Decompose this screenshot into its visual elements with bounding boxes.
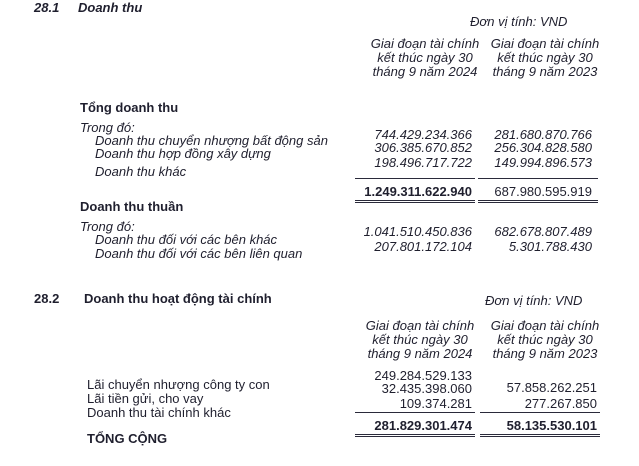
row-value-2024: 744.429.234.366	[374, 127, 472, 142]
column-header-2023-line1: Giai đoạn tài chính	[490, 36, 600, 51]
grand-total-double-rule-2023	[480, 434, 600, 437]
total-value-2024: 1.249.311.622.940	[364, 184, 472, 199]
subtotal-rule-2023	[480, 412, 600, 413]
column-header-2024-line3: tháng 9 năm 2024	[367, 346, 473, 361]
section-number: 28.1	[34, 0, 60, 15]
row-label: Doanh thu hợp đồng xây dựng	[95, 146, 271, 161]
grand-total-value-2023: 58.135.530.101	[506, 418, 597, 433]
row-value-2023: 57.858.262.251	[506, 380, 597, 395]
row-value-2024: 207.801.172.104	[374, 239, 472, 254]
net-in-which-label: Trong đó:	[80, 219, 135, 234]
row-value-2023: 682.678.807.489	[494, 224, 592, 239]
column-header-2024-line1: Giai đoạn tài chính	[365, 318, 475, 333]
row-label: Doanh thu khác	[95, 164, 187, 179]
unit-label: Đơn vị tính: VND	[470, 14, 568, 29]
row-value-2024: 198.496.717.722	[374, 155, 472, 170]
section-title: Doanh thu	[78, 0, 143, 15]
row-value-2024: 109.374.281	[399, 396, 472, 411]
column-header-2024-line1: Giai đoạn tài chính	[370, 36, 480, 51]
column-header-2023-line2: kết thúc ngày 30	[497, 50, 593, 65]
row-value-2023: 256.304.828.580	[494, 140, 592, 155]
column-header-2024-line2: kết thúc ngày 30	[377, 50, 473, 65]
grand-total-double-rule-2024	[355, 434, 475, 437]
total-revenue-heading: Tổng doanh thu	[80, 100, 179, 115]
total-value-2023: 687.980.595.919	[494, 184, 592, 199]
column-header-2023-line2: kết thúc ngày 30	[497, 332, 593, 347]
row-label: Doanh thu đối với các bên liên quan	[95, 246, 303, 261]
subtotal-rule-2024	[355, 178, 475, 179]
row-label: Lãi chuyển nhượng công ty con	[87, 377, 270, 392]
section-title: Doanh thu hoạt động tài chính	[84, 291, 272, 306]
row-label: Doanh thu tài chính khác	[87, 405, 231, 420]
row-label: Lãi tiền gửi, cho vay	[87, 391, 204, 406]
column-header-2023-line1: Giai đoạn tài chính	[490, 318, 600, 333]
column-header-2023-line3: tháng 9 năm 2023	[492, 64, 598, 79]
grand-total-label: TỔNG CỘNG	[87, 431, 168, 446]
unit-label: Đơn vị tính: VND	[485, 293, 583, 308]
row-label: Doanh thu đối với các bên khác	[95, 232, 278, 247]
row-value-2023: 281.680.870.766	[494, 127, 592, 142]
row-value-2024: 32.435.398.060	[381, 381, 472, 396]
grand-total-value-2024: 281.829.301.474	[374, 418, 472, 433]
subtotal-rule-2023	[478, 178, 598, 179]
row-value-2023: 5.301.788.430	[508, 239, 592, 254]
section-number: 28.2	[34, 291, 60, 306]
total-double-rule-2024	[355, 200, 475, 203]
column-header-2023-line3: tháng 9 năm 2023	[492, 346, 598, 361]
row-label: Doanh thu chuyển nhượng bất động sản	[95, 133, 328, 148]
row-value-2024: 1.041.510.450.836	[363, 224, 472, 239]
row-value-2023: 277.267.850	[524, 396, 597, 411]
row-value-2023: 149.994.896.573	[494, 155, 592, 170]
subtotal-rule-2024	[355, 412, 475, 413]
row-value-2024: 306.385.670.852	[374, 140, 472, 155]
column-header-2024-line2: kết thúc ngày 30	[372, 332, 468, 347]
in-which-label: Trong đó:	[80, 120, 135, 135]
column-header-2024-line3: tháng 9 năm 2024	[372, 64, 478, 79]
row-value-2024: 249.284.529.133	[374, 368, 472, 383]
net-revenue-heading: Doanh thu thuần	[80, 199, 184, 214]
total-double-rule-2023	[478, 200, 598, 203]
